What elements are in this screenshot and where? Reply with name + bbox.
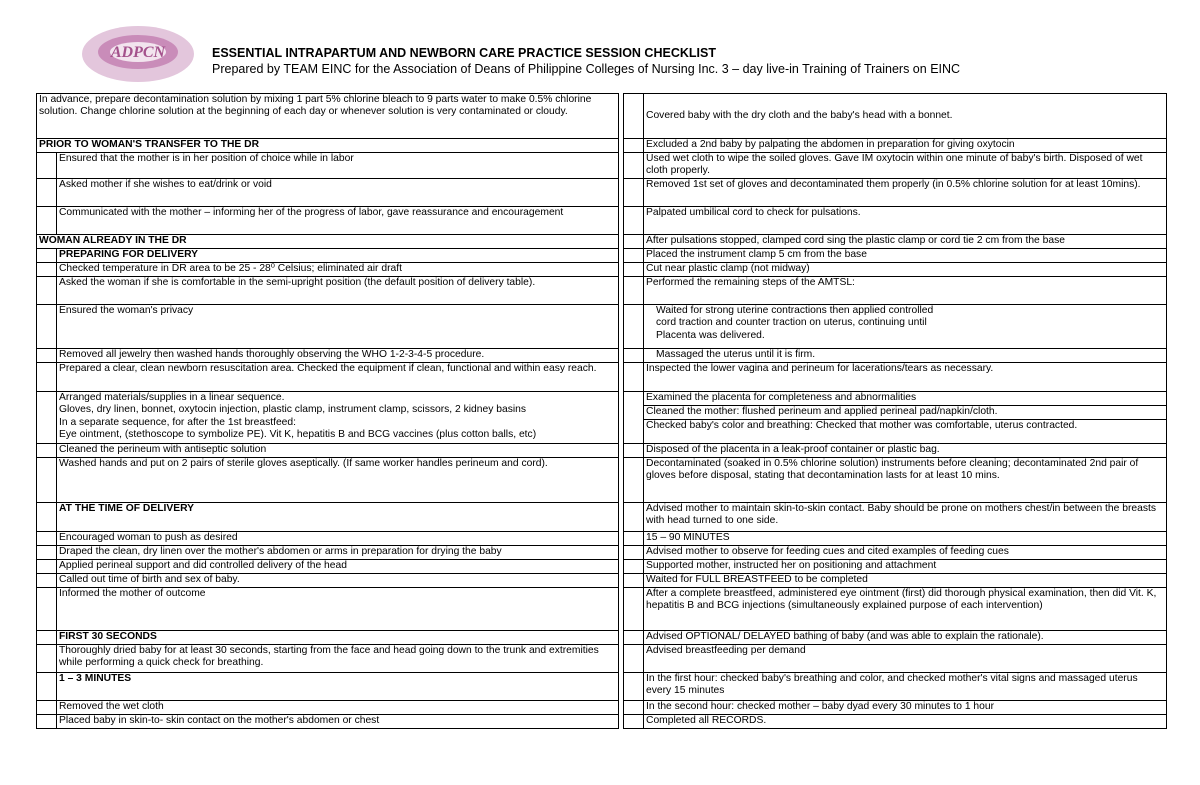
checklist-cell: Massaged the uterus until it is firm. [644, 349, 1167, 363]
checkbox-cell[interactable] [37, 458, 57, 503]
table-row [37, 263, 1167, 277]
checklist-cell: After pulsations stopped, clamped cord sing the plastic clamp or cord tie 2 cm from the base [644, 235, 1167, 249]
section-heading: PRIOR TO WOMAN'S TRANSFER TO THE DR [37, 139, 619, 153]
document-subtitle: Prepared by TEAM EINC for the Association of Deans of Philippine Colleges of Nursing Inc. 3 – day live-in Training of Trainers on EINC [212, 62, 961, 76]
checkbox-cell[interactable] [37, 645, 57, 673]
checklist-cell: Advised breastfeeding per demand [644, 645, 1167, 673]
table-row [37, 560, 1167, 574]
checkbox-cell[interactable] [37, 701, 57, 715]
checkbox-cell[interactable] [624, 631, 644, 645]
checkbox-cell[interactable] [624, 153, 644, 179]
checklist-cell: Cleaned the perineum with antiseptic solution [57, 444, 619, 458]
checklist-cell: Cut near plastic clamp (not midway) [644, 263, 1167, 277]
checklist-cell: Asked mother if she wishes to eat/drink or void [57, 179, 619, 207]
table-row [37, 139, 1167, 153]
checklist-cell: Examined the placenta for completeness and abnormalities Cleaned the mother: flushed perineum and applied perineal pad/napkin/cloth. Checked baby's color and breathing: Checked that mother was comfortable, uterus contracted. [644, 392, 1167, 444]
table-row [37, 444, 1167, 458]
checklist-cell: Advised OPTIONAL/ DELAYED bathing of baby (and was able to explain the rationale). [644, 631, 1167, 645]
checklist-cell: Performed the remaining steps of the AMTSL: [644, 277, 1167, 305]
checkbox-cell[interactable] [37, 444, 57, 458]
table-row [37, 701, 1167, 715]
checkbox-cell[interactable] [37, 546, 57, 560]
checkbox-cell[interactable] [624, 715, 644, 729]
checkbox-cell[interactable] [624, 305, 644, 349]
table-row [37, 207, 1167, 235]
subsection-heading: PREPARING FOR DELIVERY [57, 249, 619, 263]
checklist-cell: Ensured that the mother is in her position of choice while in labor [57, 153, 619, 179]
checklist-cell: In advance, prepare decontamination solution by mixing 1 part 5% chlorine bleach to 9 parts water to make 0.5% chlorine solution. Change chlorine solution at the beginning of each day or whenever solution is very contaminated or cloudy. [37, 94, 619, 139]
checkbox-cell[interactable] [37, 349, 57, 363]
checklist-cell: Covered baby with the dry cloth and the baby's head with a bonnet. [644, 94, 1167, 139]
table-row [37, 94, 1167, 139]
checklist-cell: Called out time of birth and sex of baby. [57, 574, 619, 588]
organization-logo [80, 22, 200, 86]
checkbox-cell[interactable] [624, 560, 644, 574]
checkbox-cell[interactable] [624, 574, 644, 588]
checkbox-cell[interactable] [624, 444, 644, 458]
checkbox-cell[interactable] [624, 249, 644, 263]
checkbox-cell[interactable] [37, 263, 57, 277]
checkbox-cell[interactable] [37, 631, 57, 645]
checklist-cell: Used wet cloth to wipe the soiled gloves. Gave IM oxytocin within one minute of baby's birth. Disposed of wet cloth properly. [644, 153, 1167, 179]
checkbox-cell[interactable] [37, 305, 57, 349]
table-row [37, 503, 1167, 532]
checklist-cell: Informed the mother of outcome [57, 588, 619, 631]
checkbox-cell[interactable] [37, 673, 57, 701]
checklist-cell: Ensured the woman's privacy [57, 305, 619, 349]
table-row [37, 546, 1167, 560]
checklist-cell: Completed all RECORDS. [644, 715, 1167, 729]
checkbox-cell[interactable] [624, 277, 644, 305]
table-row [37, 532, 1167, 546]
table-row [37, 153, 1167, 179]
logo-text: ADPCN [110, 44, 166, 61]
table-row [37, 673, 1167, 701]
checklist-cell: Supported mother, instructed her on positioning and attachment [644, 560, 1167, 574]
checkbox-cell[interactable] [37, 153, 57, 179]
table-row [37, 235, 1167, 249]
table-row [37, 458, 1167, 503]
checkbox-cell[interactable] [37, 503, 57, 532]
checklist-cell: In the second hour: checked mother – baby dyad every 30 minutes to 1 hour [644, 701, 1167, 715]
checkbox-cell[interactable] [37, 207, 57, 235]
table-row [37, 349, 1167, 363]
checkbox-cell[interactable] [624, 207, 644, 235]
checkbox-cell[interactable] [624, 588, 644, 631]
checklist-cell: Encouraged woman to push as desired [57, 532, 619, 546]
checklist-cell: Waited for FULL BREASTFEED to be completed [644, 574, 1167, 588]
subsection-heading: 1 – 3 MINUTES [57, 673, 619, 701]
table-row [37, 645, 1167, 673]
checklist-cell: Excluded a 2nd baby by palpating the abdomen in preparation for giving oxytocin [644, 139, 1167, 153]
document-title: ESSENTIAL INTRAPARTUM AND NEWBORN CARE PRACTICE SESSION CHECKLIST [212, 46, 716, 60]
checklist-cell: Waited for strong uterine contractions then applied controlled cord traction and counter traction on uterus, continuing until Placenta was delivered. [644, 305, 1167, 349]
checkbox-cell[interactable] [624, 503, 644, 532]
checkbox-cell[interactable] [37, 179, 57, 207]
checklist-cell: In the first hour: checked baby's breathing and color, and checked mother's vital signs and massaged uterus every 15 minutes [644, 673, 1167, 701]
checkbox-cell[interactable] [37, 532, 57, 546]
checklist-cell: Asked the woman if she is comfortable in the semi-upright position (the default position of delivery table). [57, 277, 619, 305]
checklist-cell: Checked temperature in DR area to be 25 - 28⁰ Celsius; eliminated air draft [57, 263, 619, 277]
checkbox-cell[interactable] [624, 263, 644, 277]
checkbox-cell[interactable] [37, 277, 57, 305]
checkbox-cell[interactable] [37, 560, 57, 574]
table-row [37, 363, 1167, 392]
checkbox-cell[interactable] [624, 458, 644, 503]
checkbox-cell[interactable] [37, 574, 57, 588]
checklist-cell: Thoroughly dried baby for at least 30 seconds, starting from the face and head going down to the trunk and extremities while performing a quick check for breathing. [57, 645, 619, 673]
table-row [37, 631, 1167, 645]
checkbox-cell[interactable] [624, 532, 644, 546]
checkbox-cell[interactable] [37, 715, 57, 729]
checkbox-cell[interactable] [624, 392, 644, 444]
section-heading: WOMAN ALREADY IN THE DR [37, 235, 619, 249]
checklist-cell: Disposed of the placenta in a leak-proof container or plastic bag. [644, 444, 1167, 458]
checklist-cell: Draped the clean, dry linen over the mother's abdomen or arms in preparation for drying the baby [57, 546, 619, 560]
subsection-heading: FIRST 30 SECONDS [57, 631, 619, 645]
checkbox-cell[interactable] [624, 179, 644, 207]
table-row [37, 249, 1167, 263]
checklist-cell: Washed hands and put on 2 pairs of sterile gloves aseptically. (If same worker handles perineum and cord). [57, 458, 619, 503]
checkbox-cell[interactable] [37, 249, 57, 263]
checkbox-cell[interactable] [37, 363, 57, 392]
checklist-cell: Placed the instrument clamp 5 cm from the base [644, 249, 1167, 263]
checkbox-cell[interactable] [624, 363, 644, 392]
checklist-cell: Removed the wet cloth [57, 701, 619, 715]
checkbox-cell[interactable] [624, 349, 644, 363]
checklist-cell: After a complete breastfeed, administered eye ointment (first) did thorough physical examination, then did Vit. K, hepatitis B and BCG injections (simultaneously explained purpose of each intervention) [644, 588, 1167, 631]
table-row [37, 179, 1167, 207]
table-row [37, 715, 1167, 729]
checklist-cell: Advised mother to observe for feeding cues and cited examples of feeding cues [644, 546, 1167, 560]
checkbox-cell[interactable] [624, 139, 644, 153]
checklist-cell: Removed all jewelry then washed hands thoroughly observing the WHO 1-2-3-4-5 procedure. [57, 349, 619, 363]
checklist-cell: Palpated umbilical cord to check for pulsations. [644, 207, 1167, 235]
checkbox-cell[interactable] [624, 701, 644, 715]
checkbox-cell[interactable] [624, 546, 644, 560]
table-row [37, 574, 1167, 588]
table-row [37, 305, 1167, 349]
table-row [37, 588, 1167, 631]
checkbox-cell[interactable] [624, 94, 644, 139]
checklist-cell: Placed baby in skin-to- skin contact on the mother's abdomen or chest [57, 715, 619, 729]
checklist-table [36, 93, 1167, 729]
checklist-cell: Communicated with the mother – informing her of the progress of labor, gave reassurance and encouragement [57, 207, 619, 235]
checkbox-cell[interactable] [624, 645, 644, 673]
checklist-cell: Arranged materials/supplies in a linear sequence. Gloves, dry linen, bonnet, oxytocin injection, plastic clamp, instrument clamp, scissors, 2 kidney basins In a separate sequence, for after the 1st breastfeed: Eye ointment, (stethoscope to symbolize PE). Vit K, hepatitis B and BCG vaccines (plus cotton balls, etc) [57, 392, 619, 444]
checklist-cell: Advised mother to maintain skin-to-skin contact. Baby should be prone on mothers chest/in between the breasts with head turned to one side. [644, 503, 1167, 532]
checklist-cell: Inspected the lower vagina and perineum for lacerations/tears as necessary. [644, 363, 1167, 392]
table-row [37, 277, 1167, 305]
checklist-cell: Prepared a clear, clean newborn resuscitation area. Checked the equipment if clean, functional and within easy reach. [57, 363, 619, 392]
checkbox-cell[interactable] [624, 235, 644, 249]
checklist-cell: Decontaminated (soaked in 0.5% chlorine solution) instruments before cleaning; decontaminated 2nd pair of gloves before disposal, stating that decontamination lasts for at least 10 mins. [644, 458, 1167, 503]
checkbox-cell[interactable] [624, 673, 644, 701]
checklist-cell: Removed 1st set of gloves and decontaminated them properly (in 0.5% chlorine solution for at least 10mins). [644, 179, 1167, 207]
table-row [37, 392, 1167, 444]
checkbox-cell[interactable] [37, 588, 57, 631]
subsection-heading: AT THE TIME OF DELIVERY [57, 503, 619, 532]
checkbox-cell[interactable] [37, 392, 57, 444]
checklist-cell: Applied perineal support and did controlled delivery of the head [57, 560, 619, 574]
checklist-cell: 15 – 90 MINUTES [644, 532, 1167, 546]
